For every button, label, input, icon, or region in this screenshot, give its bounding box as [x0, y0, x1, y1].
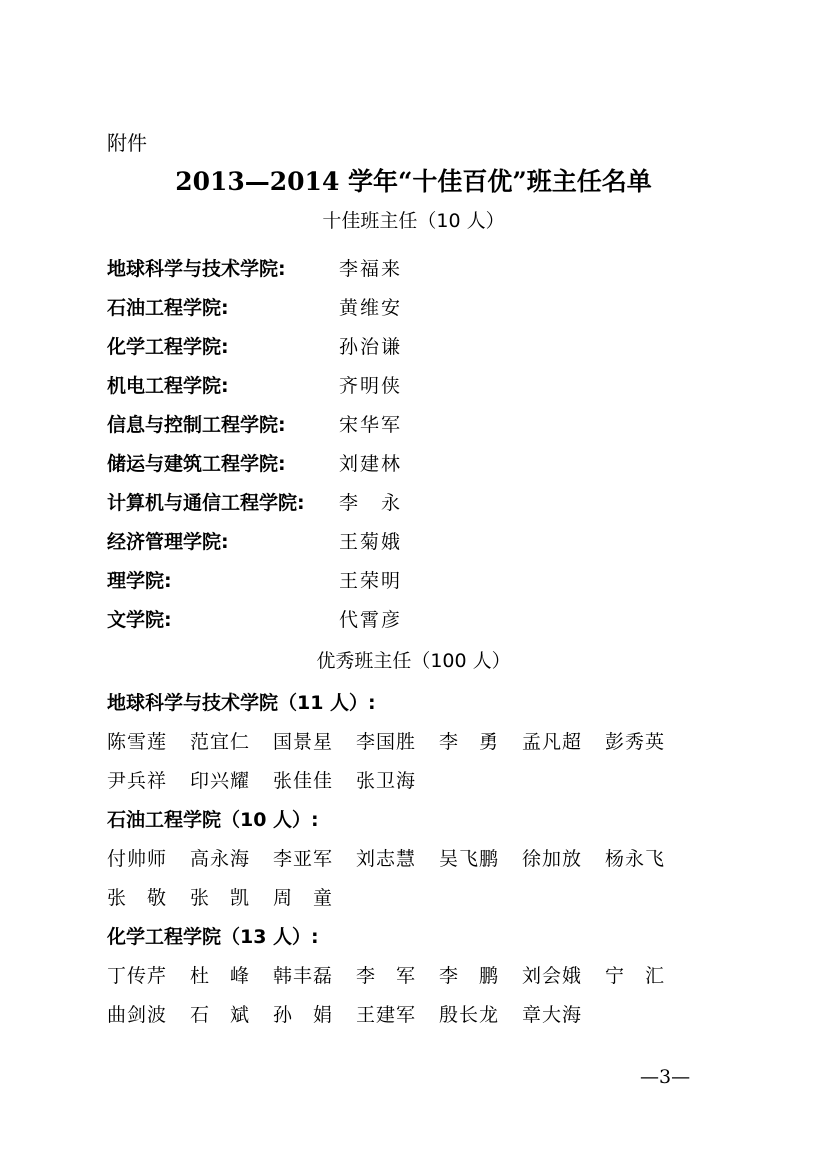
- college-name: 地球科学与技术学院:: [107, 258, 286, 280]
- teacher-name: 陈雪莲: [107, 731, 168, 753]
- excellent-heading: 优秀班主任（100 人）: [316, 650, 511, 672]
- teacher-name: 李 永: [339, 492, 403, 514]
- top-ten-row: [107, 326, 727, 365]
- name-row: [107, 955, 707, 994]
- college-name: 化学工程学院:: [107, 336, 229, 358]
- top-ten-list: [107, 248, 727, 638]
- top-ten-heading: 十佳班主任（10 人）: [322, 210, 505, 232]
- teacher-name: 刘建林: [339, 453, 403, 475]
- attachment-label: 附件: [107, 131, 147, 155]
- teacher-name: 章大海: [522, 1004, 583, 1026]
- teacher-name: 孟凡超: [522, 731, 583, 753]
- teacher-name: 石 斌: [190, 1004, 251, 1026]
- document-title: 2013—2014 学年“十佳百优”班主任名单: [175, 167, 652, 196]
- college-name: 经济管理学院:: [107, 531, 229, 553]
- teacher-name: 代霄彦: [339, 609, 403, 631]
- teacher-name: 付帅师: [107, 848, 168, 870]
- teacher-name: 尹兵祥: [107, 770, 168, 792]
- top-ten-row: [107, 521, 727, 560]
- teacher-name: 吴飞鹏: [439, 848, 500, 870]
- college-name: 储运与建筑工程学院:: [107, 453, 286, 475]
- teacher-name: 杜 峰: [190, 965, 251, 987]
- teacher-name: 范宜仁: [190, 731, 251, 753]
- teacher-name: 丁传芹: [107, 965, 168, 987]
- teacher-name: 曲剑波: [107, 1004, 168, 1026]
- teacher-name: 李亚军: [273, 848, 334, 870]
- teacher-name: 李 勇: [439, 731, 500, 753]
- teacher-name: 徐加放: [522, 848, 583, 870]
- teacher-name: 李 军: [356, 965, 417, 987]
- top-ten-row: [107, 443, 727, 482]
- teacher-name: 黄维安: [339, 297, 403, 319]
- teacher-name: 王建军: [356, 1004, 417, 1026]
- teacher-name: 高永海: [190, 848, 251, 870]
- top-ten-row: [107, 599, 727, 638]
- teacher-name: 宋华军: [339, 414, 403, 436]
- college-name: 机电工程学院:: [107, 375, 229, 397]
- teacher-name: 彭秀英: [605, 731, 666, 753]
- name-row: [107, 721, 707, 760]
- teacher-name: 李国胜: [356, 731, 417, 753]
- teacher-name: 张 敬: [107, 887, 168, 909]
- top-ten-row: [107, 560, 727, 599]
- top-ten-row: [107, 404, 727, 443]
- name-row: [107, 877, 707, 916]
- page-number: —3—: [640, 1066, 691, 1088]
- college-name: 石油工程学院:: [107, 297, 229, 319]
- top-ten-row: [107, 365, 727, 404]
- teacher-name: 王荣明: [339, 570, 403, 592]
- section-title: 石油工程学院（10 人）:: [107, 809, 319, 831]
- college-name: 计算机与通信工程学院:: [107, 492, 305, 514]
- teacher-name: 张 凯: [190, 887, 251, 909]
- teacher-name: 周 童: [273, 887, 334, 909]
- name-row: [107, 760, 707, 799]
- teacher-name: 齐明侠: [339, 375, 403, 397]
- teacher-name: 刘志慧: [356, 848, 417, 870]
- teacher-name: 刘会娥: [522, 965, 583, 987]
- teacher-name: 宁 汇: [605, 965, 666, 987]
- name-row: [107, 994, 707, 1033]
- teacher-name: 韩丰磊: [273, 965, 334, 987]
- teacher-name: 孙 娟: [273, 1004, 334, 1026]
- teacher-name: 孙治谦: [339, 336, 403, 358]
- teacher-name: 印兴耀: [190, 770, 251, 792]
- teacher-name: 张佳佳: [273, 770, 334, 792]
- section-title: 化学工程学院（13 人）:: [107, 926, 319, 948]
- name-row: [107, 838, 707, 877]
- college-name: 理学院:: [107, 570, 172, 592]
- teacher-name: 殷长龙: [439, 1004, 500, 1026]
- section-title: 地球科学与技术学院（11 人）:: [107, 692, 376, 714]
- college-name: 文学院:: [107, 609, 172, 631]
- teacher-name: 王菊娥: [339, 531, 403, 553]
- teacher-name: 国景星: [273, 731, 334, 753]
- teacher-name: 张卫海: [356, 770, 417, 792]
- top-ten-row: [107, 482, 727, 521]
- excellent-sections: [107, 682, 707, 1033]
- teacher-name: 李 鹏: [439, 965, 500, 987]
- top-ten-row: [107, 248, 727, 287]
- top-ten-row: [107, 287, 727, 326]
- teacher-name: 杨永飞: [605, 848, 666, 870]
- college-name: 信息与控制工程学院:: [107, 414, 286, 436]
- teacher-name: 李福来: [339, 258, 403, 280]
